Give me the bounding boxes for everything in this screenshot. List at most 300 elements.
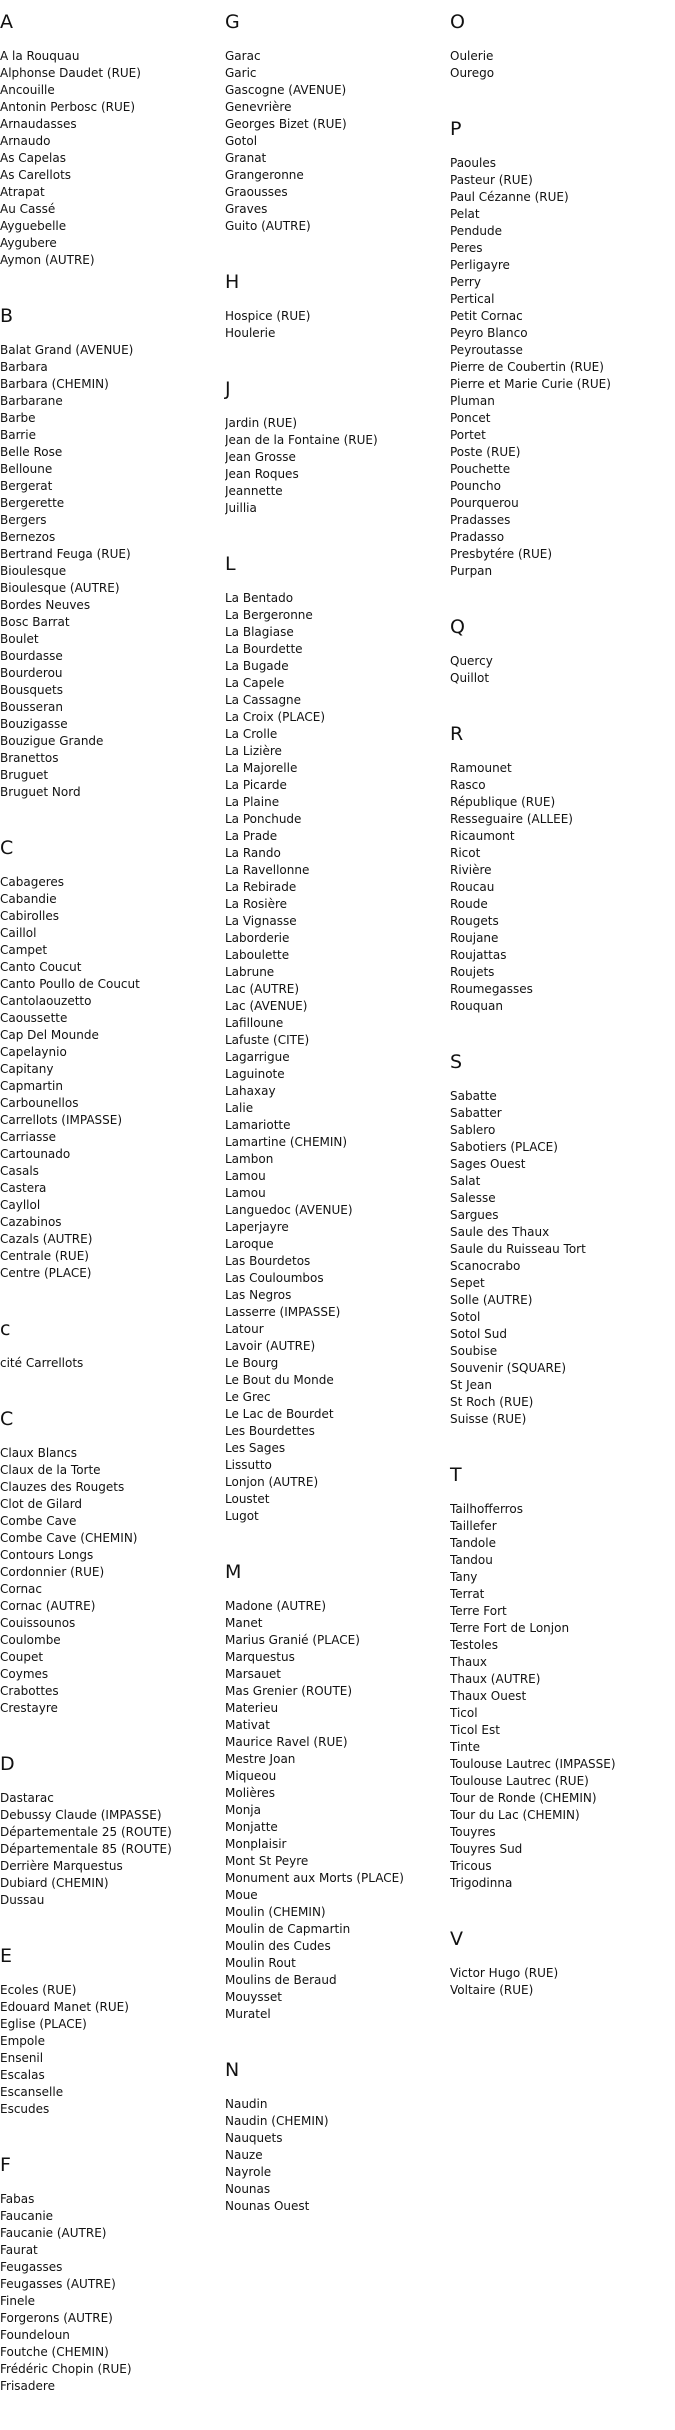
- street-name: Bruguet Nord: [0, 785, 81, 799]
- street-name: Nayrole: [225, 2165, 272, 2179]
- street-name: Barbarane: [0, 394, 63, 408]
- street-name: Pasteur (RUE): [450, 173, 533, 187]
- street-name: Voltaire (RUE): [450, 1983, 534, 1997]
- letter-heading: B: [0, 305, 14, 327]
- letter-group: [0, 1317, 220, 1372]
- street-name: Cap Del Mounde: [0, 1028, 99, 1042]
- street-name: Roucau: [450, 880, 495, 894]
- street-name: Dastarac: [0, 1791, 54, 1805]
- street-name: Frisadere: [0, 2379, 55, 2393]
- street-name: Taillefer: [450, 1519, 497, 1533]
- letter-group: [225, 377, 445, 517]
- street-name: Poncet: [450, 411, 491, 425]
- street-name: Resseguaire (ALLEE): [450, 812, 573, 826]
- street-name: Cordonnier (RUE): [0, 1565, 105, 1579]
- street-name: Nounas: [225, 2182, 271, 2196]
- street-name: Bernezos: [0, 530, 56, 544]
- street-name: Miqueou: [225, 1769, 277, 1783]
- street-name: Houlerie: [225, 326, 276, 340]
- street-name: Perry: [450, 275, 481, 289]
- street-name: La Prade: [225, 829, 278, 843]
- letter-group: [450, 722, 670, 1015]
- street-name: Faucanie (AUTRE): [0, 2226, 107, 2240]
- street-name: Touyres Sud: [450, 1842, 523, 1856]
- street-name: Aygubere: [0, 236, 57, 250]
- street-name: Sepet: [450, 1276, 485, 1290]
- street-name: Hospice (RUE): [225, 309, 311, 323]
- street-name: Graves: [225, 202, 268, 216]
- street-name: Canto Poullo de Coucut: [0, 977, 140, 991]
- street-name: Lugot: [225, 1509, 259, 1523]
- street-name: St Roch (RUE): [450, 1395, 534, 1409]
- letter-group: [225, 552, 445, 1525]
- street-name: La Ravellonne: [225, 863, 310, 877]
- street-name: Atrapat: [0, 185, 45, 199]
- street-name: Escanselle: [0, 2085, 64, 2099]
- street-name: Le Lac de Bourdet: [225, 1407, 334, 1421]
- street-name: Tailhofferros: [450, 1502, 523, 1516]
- street-name: Laguinote: [225, 1067, 285, 1081]
- street-name: Pourquerou: [450, 496, 519, 510]
- street-name: Naudin (CHEMIN): [225, 2114, 329, 2128]
- street-name: Bosc Barrat: [0, 615, 70, 629]
- street-name: Claux Blancs: [0, 1446, 77, 1460]
- street-name: Peyro Blanco: [450, 326, 528, 340]
- street-name: La Lizière: [225, 744, 282, 758]
- street-name: Monjatte: [225, 1820, 278, 1834]
- street-name: Campet: [0, 943, 48, 957]
- street-name: Moue: [225, 1888, 258, 1902]
- street-name: Départementale 25 (ROUTE): [0, 1825, 172, 1839]
- street-name: Terre Fort: [450, 1604, 507, 1618]
- street-name: Coymes: [0, 1667, 49, 1681]
- street-name: Pouncho: [450, 479, 501, 493]
- street-name: Pradasses: [450, 513, 511, 527]
- street-name: Barrie: [0, 428, 36, 442]
- street-name: Moulin des Cudes: [225, 1939, 331, 1953]
- street-name: Cazals (AUTRE): [0, 1232, 93, 1246]
- street-name: Départementale 85 (ROUTE): [0, 1842, 172, 1856]
- street-name: La Picarde: [225, 778, 287, 792]
- street-name: La Rosière: [225, 897, 288, 911]
- street-name: Nounas Ouest: [225, 2199, 310, 2213]
- street-name: Bousquets: [0, 683, 63, 697]
- street-name: Madone (AUTRE): [225, 1599, 327, 1613]
- letter-group: [450, 1463, 670, 1892]
- street-name: Roujattas: [450, 948, 507, 962]
- street-name: Claux de la Torte: [0, 1463, 101, 1477]
- street-name: La Capele: [225, 676, 285, 690]
- letter-heading: C: [0, 1408, 14, 1430]
- street-name: Belle Rose: [0, 445, 63, 459]
- street-name: Manet: [225, 1616, 263, 1630]
- street-name: Victor Hugo (RUE): [450, 1966, 559, 1980]
- street-name: Jardin (RUE): [225, 416, 298, 430]
- street-name: Bergers: [0, 513, 47, 527]
- street-name: Sabatter: [450, 1106, 502, 1120]
- street-name: Lasserre (IMPASSE): [225, 1305, 341, 1319]
- letter-group: [450, 1927, 670, 1999]
- street-name: Nauze: [225, 2148, 263, 2162]
- street-name: Lalie: [225, 1101, 254, 1115]
- street-name: Mouysset: [225, 1990, 282, 2004]
- street-name: Pierre et Marie Curie (RUE): [450, 377, 611, 391]
- street-name: La Majorelle: [225, 761, 298, 775]
- street-name: Debussy Claude (IMPASSE): [0, 1808, 162, 1822]
- street-name: Marius Granié (PLACE): [225, 1633, 360, 1647]
- letter-heading: G: [225, 11, 240, 33]
- street-name: La Blagiase: [225, 625, 294, 639]
- street-name: Sargues: [450, 1208, 499, 1222]
- street-name: Tandou: [450, 1553, 493, 1567]
- street-name: Pluman: [450, 394, 495, 408]
- street-name: Portet: [450, 428, 486, 442]
- letter-group: [225, 2058, 445, 2215]
- street-name: Tinte: [450, 1740, 480, 1754]
- letter-group: [225, 1560, 445, 2023]
- street-name: Terre Fort de Lonjon: [450, 1621, 570, 1635]
- street-name: Muratel: [225, 2007, 271, 2021]
- street-name: Cartounado: [0, 1147, 71, 1161]
- street-name: Pendude: [450, 224, 503, 238]
- street-name: Rasco: [450, 778, 486, 792]
- street-name: Roujets: [450, 965, 495, 979]
- street-name: Dubiard (CHEMIN): [0, 1876, 109, 1890]
- street-name: As Capelas: [0, 151, 66, 165]
- letter-group: [450, 117, 670, 580]
- street-name: Thaux (AUTRE): [450, 1672, 541, 1686]
- letter-heading: E: [0, 1945, 13, 1967]
- street-name: St Jean: [450, 1378, 493, 1392]
- street-name: Lamariotte: [225, 1118, 291, 1132]
- street-name: Molières: [225, 1786, 276, 1800]
- street-name: Cayllol: [0, 1198, 41, 1212]
- street-name: Salat: [450, 1174, 481, 1188]
- street-name: Garac: [225, 49, 261, 63]
- street-name: Materieu: [225, 1701, 279, 1715]
- letter-heading: M: [225, 1561, 242, 1583]
- street-name: Gascogne (AVENUE): [225, 83, 347, 97]
- letter-group: [450, 10, 670, 82]
- street-name: Bordes Neuves: [0, 598, 91, 612]
- street-name: Moulin de Capmartin: [225, 1922, 351, 1936]
- street-name: Coupet: [0, 1650, 44, 1664]
- street-name: Marquestus: [225, 1650, 295, 1664]
- street-name: Bergerat: [0, 479, 53, 493]
- street-name: Mont St Peyre: [225, 1854, 309, 1868]
- street-name: Poste (RUE): [450, 445, 521, 459]
- street-name: Gotol: [225, 134, 258, 148]
- street-name: Pradasso: [450, 530, 505, 544]
- street-name: Suisse (RUE): [450, 1412, 527, 1426]
- street-name: Laroque: [225, 1237, 274, 1251]
- street-name: Capmartin: [0, 1079, 63, 1093]
- street-name: Antonin Perbosc (RUE): [0, 100, 136, 114]
- street-name: Monja: [225, 1803, 261, 1817]
- street-name: Ricot: [450, 846, 481, 860]
- letter-group: [450, 1050, 670, 1428]
- street-name: Loustet: [225, 1492, 270, 1506]
- letter-heading: F: [0, 2154, 11, 2176]
- street-name: Guito (AUTRE): [225, 219, 311, 233]
- street-name: Feugasses: [0, 2260, 63, 2274]
- street-name: La Bergeronne: [225, 608, 313, 622]
- street-name: Branettos: [0, 751, 59, 765]
- letter-group: [0, 304, 220, 801]
- letter-heading: P: [450, 118, 462, 140]
- street-name: Ecoles (RUE): [0, 1983, 77, 1997]
- street-name: Clot de Gilard: [0, 1497, 83, 1511]
- street-name: Boulet: [0, 632, 39, 646]
- street-name: Scanocrabo: [450, 1259, 521, 1273]
- street-name: Bouzigue Grande: [0, 734, 104, 748]
- street-name: Georges Bizet (RUE): [225, 117, 347, 131]
- letter-group: [0, 1944, 220, 2118]
- street-name: Balat Grand (AVENUE): [0, 343, 134, 357]
- street-name: Combe Cave: [0, 1514, 77, 1528]
- street-name: Genevrière: [225, 100, 292, 114]
- street-name: Lamou: [225, 1186, 266, 1200]
- street-name: Le Bout du Monde: [225, 1373, 334, 1387]
- street-name: Grangeronne: [225, 168, 304, 182]
- street-name: Lahaxay: [225, 1084, 276, 1098]
- street-name: La Bentado: [225, 591, 294, 605]
- street-name: Ricaumont: [450, 829, 515, 843]
- street-name: Castera: [0, 1181, 47, 1195]
- street-name: Escudes: [0, 2102, 50, 2116]
- street-name: Garic: [225, 66, 257, 80]
- street-name: Tany: [450, 1570, 478, 1584]
- street-name: Laborderie: [225, 931, 290, 945]
- letter-heading: O: [450, 11, 465, 33]
- letter-heading: L: [225, 553, 236, 575]
- street-name: Perligayre: [450, 258, 510, 272]
- street-name: Monplaisir: [225, 1837, 287, 1851]
- street-name: Bergerette: [0, 496, 65, 510]
- street-name: Bertrand Feuga (RUE): [0, 547, 131, 561]
- letter-group: [450, 615, 670, 687]
- street-name: Jean Grosse: [225, 450, 296, 464]
- street-name: Les Bourdettes: [225, 1424, 315, 1438]
- street-name: Ancouille: [0, 83, 55, 97]
- street-name: Sotol Sud: [450, 1327, 507, 1341]
- street-name: Souvenir (SQUARE): [450, 1361, 567, 1375]
- index-column-2: [225, 10, 445, 2250]
- letter-heading: R: [450, 723, 464, 745]
- street-name: Jean Roques: [225, 467, 299, 481]
- street-name: Pertical: [450, 292, 495, 306]
- letter-heading: V: [450, 1928, 463, 1950]
- street-name: Moulins de Beraud: [225, 1973, 337, 1987]
- street-name: Peres: [450, 241, 483, 255]
- street-name: Arnaudasses: [0, 117, 77, 131]
- letter-group: [0, 836, 220, 1282]
- street-name: Soubise: [450, 1344, 498, 1358]
- street-name: Rougets: [450, 914, 499, 928]
- street-name: Eglise (PLACE): [0, 2017, 87, 2031]
- letter-heading: C: [0, 837, 14, 859]
- street-name: Petit Cornac: [450, 309, 523, 323]
- street-name: Las Bourdetos: [225, 1254, 311, 1268]
- street-name: Caoussette: [0, 1011, 68, 1025]
- letter-heading: S: [450, 1051, 463, 1073]
- street-name: Lagarrigue: [225, 1050, 290, 1064]
- street-name: Solle (AUTRE): [450, 1293, 533, 1307]
- letter-heading: H: [225, 271, 240, 293]
- street-name: Labrune: [225, 965, 275, 979]
- street-name: Ensenil: [0, 2051, 44, 2065]
- letter-heading: N: [225, 2059, 240, 2081]
- street-name: La Bourdette: [225, 642, 303, 656]
- street-name: Oulerie: [450, 49, 494, 63]
- street-name: Ramounet: [450, 761, 512, 775]
- street-name: Foutche (CHEMIN): [0, 2345, 109, 2359]
- street-name: Forgerons (AUTRE): [0, 2311, 113, 2325]
- street-name: Au Cassé: [0, 202, 56, 216]
- street-name: Crestayre: [0, 1701, 58, 1715]
- street-name: Toulouse Lautrec (IMPASSE): [450, 1757, 616, 1771]
- letter-heading: Q: [450, 616, 465, 638]
- street-name: Lamou: [225, 1169, 266, 1183]
- street-name: Cabageres: [0, 875, 65, 889]
- street-name: Combe Cave (CHEMIN): [0, 1531, 138, 1545]
- street-name: Cabirolles: [0, 909, 59, 923]
- street-name: Tour du Lac (CHEMIN): [450, 1808, 580, 1822]
- letter-heading: D: [0, 1753, 15, 1775]
- street-name: Las Negros: [225, 1288, 292, 1302]
- street-name: Granat: [225, 151, 267, 165]
- street-name: Ticol Est: [450, 1723, 500, 1737]
- street-name: Ayguebelle: [0, 219, 67, 233]
- street-name: Sabotiers (PLACE): [450, 1140, 558, 1154]
- street-name: Presbytére (RUE): [450, 547, 553, 561]
- street-name: Languedoc (AVENUE): [225, 1203, 353, 1217]
- street-name: Peyroutasse: [450, 343, 523, 357]
- street-name: La Ponchude: [225, 812, 302, 826]
- street-name: Belloune: [0, 462, 53, 476]
- street-name: Bourdasse: [0, 649, 63, 663]
- street-name: Mas Grenier (ROUTE): [225, 1684, 353, 1698]
- street-name: Rouquan: [450, 999, 503, 1013]
- street-name: As Carellots: [0, 168, 72, 182]
- street-name: Alphonse Daudet (RUE): [0, 66, 141, 80]
- letter-group: [225, 10, 445, 235]
- street-name: Frédéric Chopin (RUE): [0, 2362, 132, 2376]
- street-name: Saule du Ruisseau Tort: [450, 1242, 586, 1256]
- street-name: La Rando: [225, 846, 281, 860]
- street-name: Crabottes: [0, 1684, 59, 1698]
- letter-heading: c: [0, 1318, 11, 1340]
- street-name: cité Carrellots: [0, 1356, 84, 1370]
- street-name: Finele: [0, 2294, 36, 2308]
- street-name: Canto Coucut: [0, 960, 82, 974]
- street-name: Bousseran: [0, 700, 63, 714]
- street-name: Le Grec: [225, 1390, 271, 1404]
- street-name: La Croix (PLACE): [225, 710, 326, 724]
- street-name: Pouchette: [450, 462, 511, 476]
- letter-heading: J: [225, 378, 231, 400]
- street-name: Aymon (AUTRE): [0, 253, 95, 267]
- street-name: Monument aux Morts (PLACE): [225, 1871, 404, 1885]
- street-name: Escalas: [0, 2068, 45, 2082]
- street-name: Couissounos: [0, 1616, 76, 1630]
- street-name: Saule des Thaux: [450, 1225, 550, 1239]
- street-name: Paoules: [450, 156, 496, 170]
- street-name: Quercy: [450, 654, 493, 668]
- street-name: Arnaudo: [0, 134, 51, 148]
- street-name: Paul Cézanne (RUE): [450, 190, 569, 204]
- street-name: Sotol: [450, 1310, 481, 1324]
- street-name: Lambon: [225, 1152, 274, 1166]
- street-name: Moulin (CHEMIN): [225, 1905, 326, 1919]
- street-name: Marsauet: [225, 1667, 281, 1681]
- street-name: Bouzigasse: [0, 717, 68, 731]
- street-name: Touyres: [450, 1825, 496, 1839]
- street-name: La Crolle: [225, 727, 278, 741]
- street-name: Lac (AUTRE): [225, 982, 300, 996]
- street-name: Terrat: [450, 1587, 485, 1601]
- street-name: Cornac (AUTRE): [0, 1599, 96, 1613]
- letter-group: [0, 2153, 220, 2395]
- street-name: Bioulesque (AUTRE): [0, 581, 120, 595]
- street-name: Coulombe: [0, 1633, 61, 1647]
- street-name: Testoles: [450, 1638, 498, 1652]
- street-name: Bruguet: [0, 768, 49, 782]
- street-name: Roumegasses: [450, 982, 533, 996]
- street-name: Roujane: [450, 931, 499, 945]
- street-name: La Plaine: [225, 795, 280, 809]
- street-name: Feugasses (AUTRE): [0, 2277, 116, 2291]
- street-name: Lamartine (CHEMIN): [225, 1135, 348, 1149]
- letter-group: [0, 10, 220, 269]
- street-name: Mestre Joan: [225, 1752, 296, 1766]
- street-name: Tandole: [450, 1536, 496, 1550]
- street-name: Dussau: [0, 1893, 45, 1907]
- street-name: Bourderou: [0, 666, 63, 680]
- street-name: La Vignasse: [225, 914, 297, 928]
- street-name: Capitany: [0, 1062, 54, 1076]
- street-name: Las Couloumbos: [225, 1271, 324, 1285]
- street-name: Lavoir (AUTRE): [225, 1339, 316, 1353]
- street-name: Cantolaouzetto: [0, 994, 92, 1008]
- index-column-3: [450, 10, 670, 2034]
- street-name: Contours Longs: [0, 1548, 94, 1562]
- letter-heading: A: [0, 11, 13, 33]
- street-name: Lonjon (AUTRE): [225, 1475, 319, 1489]
- street-name: Cazabinos: [0, 1215, 62, 1229]
- street-name: Barbara (CHEMIN): [0, 377, 109, 391]
- street-name: République (RUE): [450, 795, 556, 809]
- street-name: Sabatte: [450, 1089, 497, 1103]
- index-column-1: [0, 10, 220, 2430]
- street-name: Barbara: [0, 360, 48, 374]
- street-name: Casals: [0, 1164, 39, 1178]
- street-name: Carriasse: [0, 1130, 56, 1144]
- street-name: Fabas: [0, 2192, 35, 2206]
- street-name: Le Bourg: [225, 1356, 279, 1370]
- letter-group: [0, 1752, 220, 1909]
- street-name: Caillol: [0, 926, 37, 940]
- letter-group: [225, 270, 445, 342]
- street-name: Laboulette: [225, 948, 290, 962]
- street-name: Ticol: [450, 1706, 478, 1720]
- street-name: Pelat: [450, 207, 480, 221]
- street-name: Roude: [450, 897, 488, 911]
- street-name: La Rebirade: [225, 880, 297, 894]
- street-name: Quillot: [450, 671, 490, 685]
- street-name: Tricous: [450, 1859, 492, 1873]
- street-name: Derrière Marquestus: [0, 1859, 123, 1873]
